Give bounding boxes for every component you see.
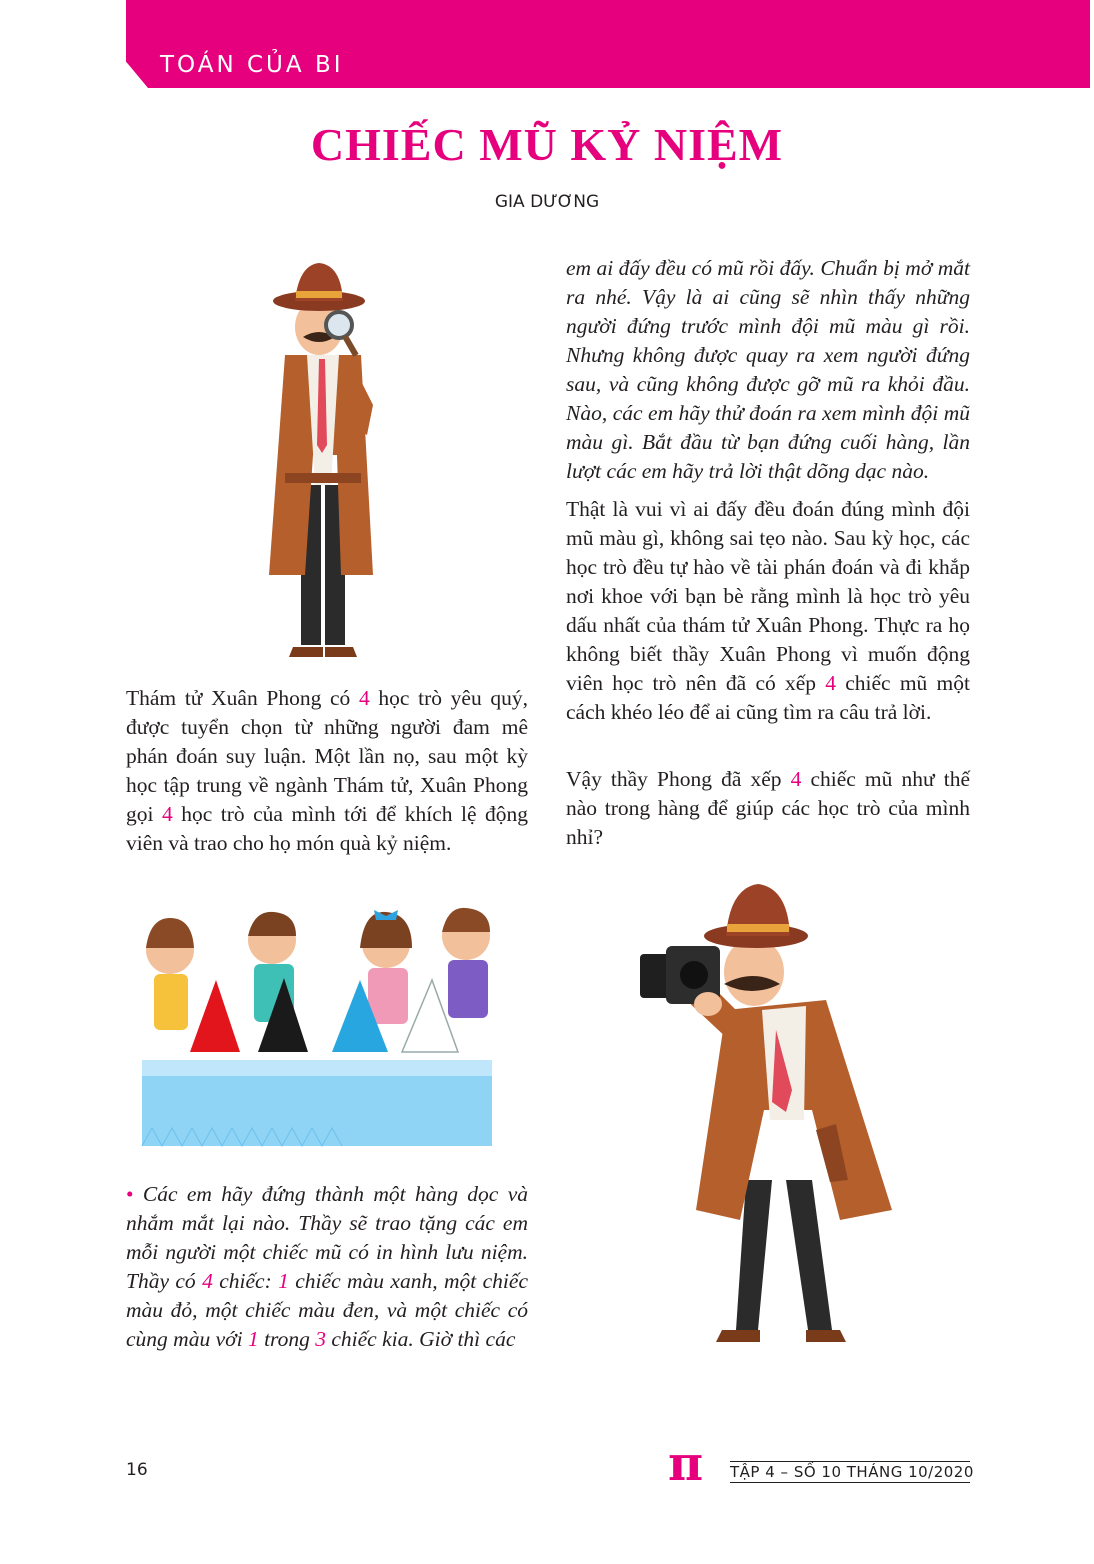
bullet-marker: • [126,1182,134,1206]
red-hat [190,980,240,1052]
pi-logo-icon: π [668,1436,704,1492]
page-number: 16 [126,1460,148,1480]
question-paragraph: Vậy thầy Phong đã xếp 4 chiếc mũ như thế nào trong hàng để giúp các học trò của mình nhỉ? [566,767,970,849]
intro-paragraph: Thám tử Xuân Phong có 4 học trò yêu quý, được tuyển chọn từ những người đam mê phán đoán suy luận. Một lần nọ, sau một kỳ học tập trung về ngành Thám tử, Xuân Phong gọi 4 học trò của mình tới để khích lệ động viên và trao cho họ món quà kỷ niệm. [126,686,528,855]
detective-camera-illustration [636,880,896,1356]
issue-info: TẬP 4 – SỐ 10 THÁNG 10/2020 [730,1463,974,1481]
continued-paragraph: em ai đấy đều có mũ rồi đấy. Chuẩn bị mở mắt ra nhé. Vậy là ai cũng sẽ nhìn thấy những người đứng trước mình đội mũ màu gì rồi. Nhưng không được quay ra xem người đứng sau, và cũng không được gỡ mũ ra khỏi đầu. Nào, các em hãy thử đoán ra xem mình đội mũ màu gì. Bắt đầu từ bạn đứng cuối hàng, lần lượt các em hãy trả lời thật dõng dạc nào. [566,256,970,483]
result-paragraph: Thật là vui vì ai đấy đều đoán đúng mình đội mũ màu gì, không sai tẹo nào. Sau kỳ học, các học trò đều tự hào về tài phán đoán và đi khắp nơi khoe với bạn bè rằng mình là học trò yêu dấu nhất của thám tử Xuân Phong. Thực ra họ không biết thầy Xuân Phong vì muốn động viên học trò nên đã có xếp 4 chiếc mũ một cách khéo léo để ai cũng tìm ra câu trả lời. [566,497,970,724]
detective-magnifier-illustration [255,255,395,665]
article-title: CHIẾC MŨ KỶ NIỆM [310,119,784,170]
section-label: TOÁN CỦA BI [160,52,344,78]
bullet-paragraph: • Các em hãy đứng thành một hàng dọc và nhắm mắt lại nào. Thầy sẽ trao tặng các em mỗi người một chiếc mũ có in hình lưu niệm. Thầy có 4 chiếc: 1 chiếc màu xanh, một chiếc màu đỏ, một chiếc màu đen, và một chiếc có cùng màu với 1 trong 3 chiếc kia. Giờ thì các [126,1182,528,1351]
kids-with-hats-illustration [136,900,532,1150]
article-author: GIA DƯƠNG [494,192,600,212]
